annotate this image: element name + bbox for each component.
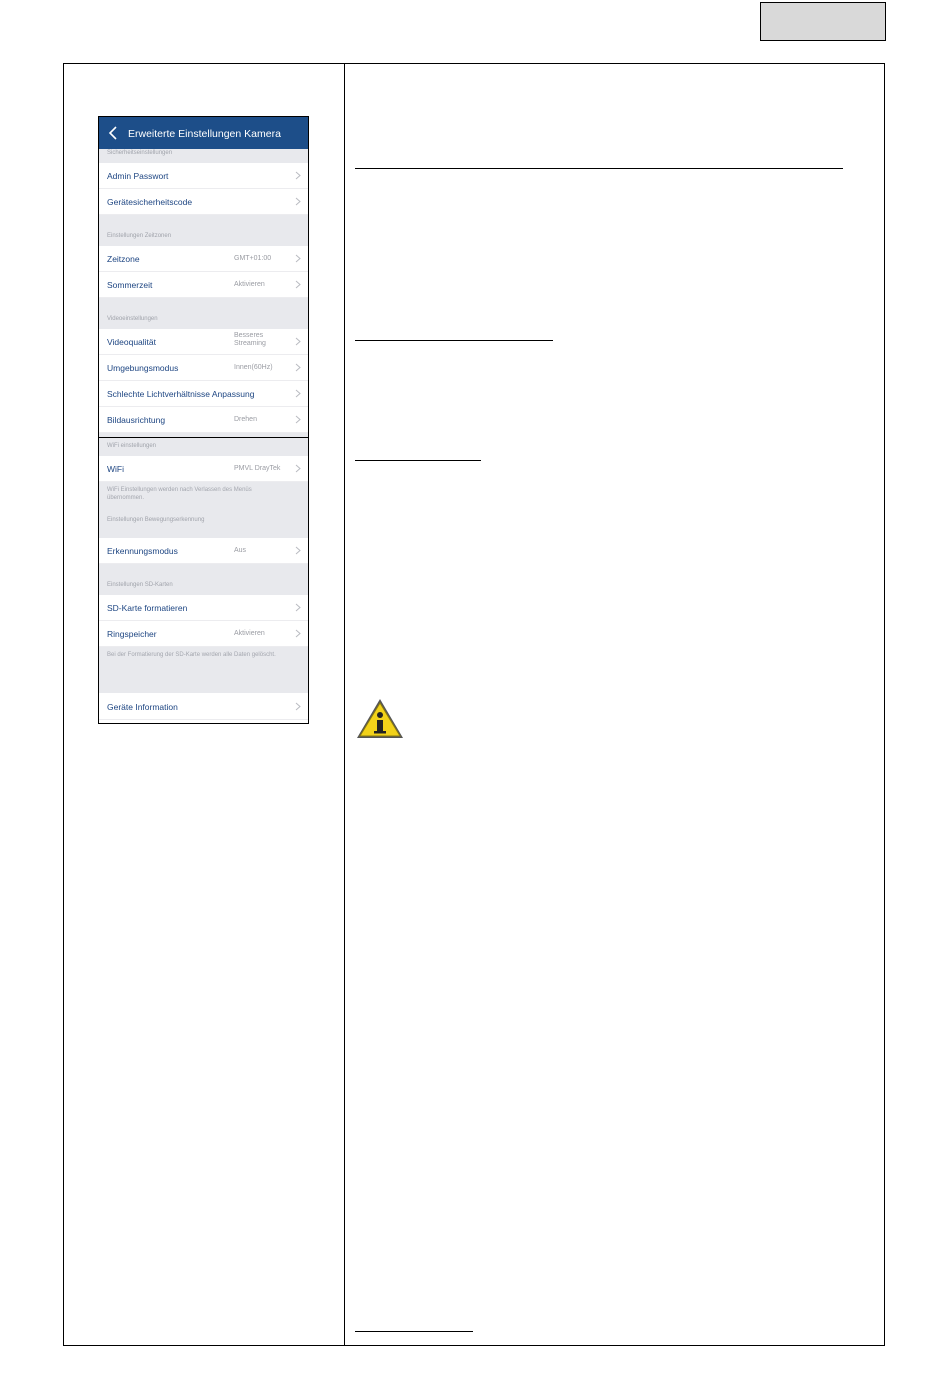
chevron-right-icon (295, 280, 301, 289)
row-label: Bildausrichtung (107, 415, 166, 425)
row-label: Videoqualität (107, 337, 156, 347)
section-sd: Einstellungen SD-Karten (99, 564, 308, 595)
row-ring-buffer[interactable] (99, 621, 308, 647)
heading-rule-3 (355, 460, 481, 461)
row-value: Aus (234, 547, 247, 554)
section-timezones: Einstellungen Zeitzonen (99, 215, 308, 246)
row-dst[interactable] (99, 272, 308, 298)
phone-title: Erweiterte Einstellungen Kamera (128, 128, 281, 140)
row-label: Admin Passwort (107, 171, 169, 181)
row-admin-password[interactable] (99, 163, 308, 189)
column-divider (344, 63, 345, 1346)
chevron-right-icon (295, 171, 301, 180)
chevron-right-icon (295, 415, 301, 424)
row-wifi[interactable] (99, 456, 308, 482)
row-video-quality[interactable] (99, 329, 308, 355)
row-label: Sommerzeit (107, 280, 153, 290)
row-value: Aktivieren (234, 630, 265, 637)
row-label: Gerätesicherheitscode (107, 197, 193, 207)
row-label: Ringspeicher (107, 629, 157, 639)
row-value: Innen(60Hz) (234, 364, 273, 371)
heading-rule-4 (355, 1331, 473, 1332)
row-label: Geräte Information (107, 702, 178, 712)
phone-header (99, 117, 308, 149)
row-timezone[interactable] (99, 246, 308, 272)
row-value: GMT+01:00 (234, 255, 272, 262)
note-sd: Bei der Formatierung der SD-Karte werden alle Daten gelöscht. (99, 647, 308, 693)
warning-info-icon (355, 697, 405, 740)
heading-rule-1 (355, 168, 843, 169)
row-sd-format[interactable] (99, 595, 308, 621)
row-device-security-code[interactable] (99, 189, 308, 215)
chevron-right-icon (295, 464, 301, 473)
row-value: Drehen (234, 416, 257, 423)
row-low-light[interactable] (99, 381, 308, 407)
row-label: Zeitzone (107, 254, 140, 264)
row-value: Aktivieren (234, 281, 265, 288)
section-video: Videoeinstellungen (99, 298, 308, 329)
row-image-orientation[interactable] (99, 407, 308, 433)
row-environment-mode[interactable] (99, 355, 308, 381)
row-label: Schlechte Lichtverhältnisse Anpassung (107, 389, 255, 399)
chevron-right-icon (295, 363, 301, 372)
page-corner-box (760, 2, 886, 41)
chevron-right-icon (295, 603, 301, 612)
chevron-left-icon[interactable] (107, 126, 119, 140)
chevron-right-icon (295, 197, 301, 206)
chevron-right-icon (295, 254, 301, 263)
heading-rule-2 (355, 340, 553, 341)
section-wifi: WiFi einstellungen (99, 433, 308, 456)
row-label: WiFi (107, 464, 124, 474)
row-label: SD-Karte formatieren (107, 603, 188, 613)
row-value: PMVL DrayTek (234, 465, 281, 472)
phone-screenshot (98, 116, 309, 724)
chevron-right-icon (295, 702, 301, 711)
row-label: Umgebungsmodus (107, 363, 179, 373)
chevron-right-icon (295, 546, 301, 555)
note-wifi: WiFi Einstellungen werden nach Verlassen des Menüs übernommen. (99, 482, 308, 506)
chevron-right-icon (295, 629, 301, 638)
row-device-information[interactable] (99, 694, 308, 720)
chevron-right-icon (295, 337, 301, 346)
chevron-right-icon (295, 389, 301, 398)
row-detection-mode[interactable] (99, 538, 308, 564)
row-label: Erkennungsmodus (107, 546, 178, 556)
row-value: Besseres Streaming (234, 332, 266, 347)
section-motion: Einstellungen Bewegungserkennung (99, 506, 308, 538)
section-security: Sicherheitseinstellungen (99, 149, 308, 163)
screenshot-split-line (99, 437, 308, 438)
